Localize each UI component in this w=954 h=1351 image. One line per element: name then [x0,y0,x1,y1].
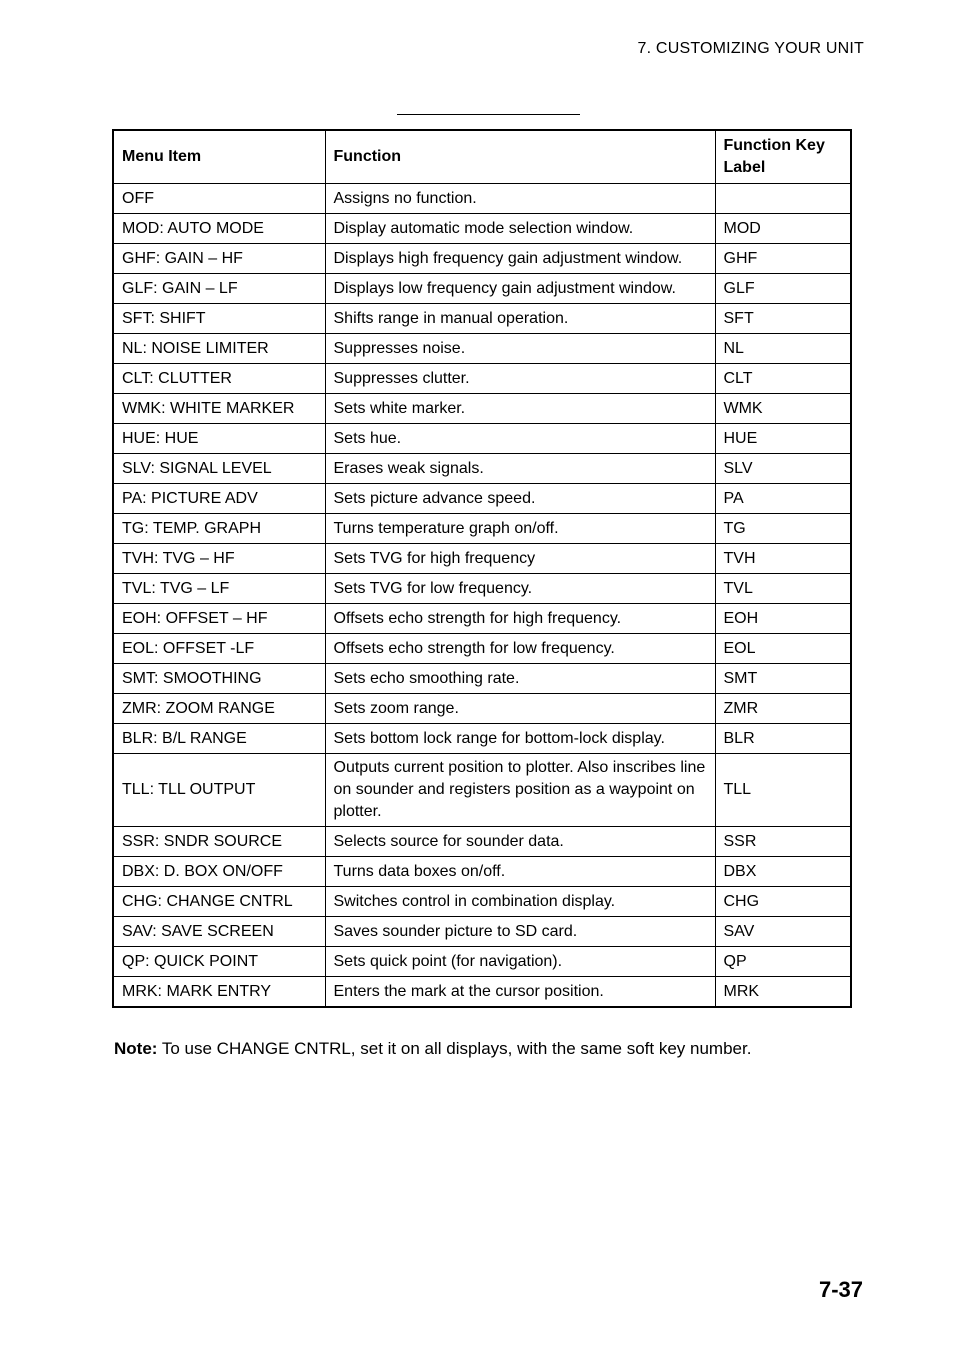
cell-menu-item: SLV: SIGNAL LEVEL [113,454,325,484]
cell-key-label: SFT [715,304,851,334]
cell-menu-item: CHG: CHANGE CNTRL [113,887,325,917]
running-header: 7. CUSTOMIZING YOUR UNIT [637,40,864,57]
cell-menu-item: GHF: GAIN – HF [113,244,325,274]
cell-function: Sets picture advance speed. [325,484,715,514]
cell-key-label: NL [715,334,851,364]
cell-key-label: WMK [715,394,851,424]
cell-menu-item: MRK: MARK ENTRY [113,977,325,1008]
cell-function: Outputs current position to plotter. Also inscribes line on sounder and registers position as a waypoint on plotter. [325,754,715,827]
cell-key-label: DBX [715,857,851,887]
table-row [113,724,851,754]
table-row [113,304,851,334]
note-label: Note: [114,1039,158,1058]
table-row [113,917,851,947]
title-rule [397,114,580,115]
cell-menu-item: TLL: TLL OUTPUT [113,754,325,827]
cell-key-label: ZMR [715,694,851,724]
cell-menu-item: PA: PICTURE ADV [113,484,325,514]
cell-function: Turns temperature graph on/off. [325,514,715,544]
table-row [113,754,851,827]
cell-menu-item: DBX: D. BOX ON/OFF [113,857,325,887]
table-row [113,947,851,977]
table-row [113,634,851,664]
table-row [113,424,851,454]
cell-function: Sets bottom lock range for bottom-lock display. [325,724,715,754]
table-row [113,827,851,857]
cell-menu-item: EOL: OFFSET -LF [113,634,325,664]
page-number: 7-37 [818,1277,863,1302]
cell-function: Sets TVG for high frequency [325,544,715,574]
column-header-key-label: Function Key Label [715,130,851,184]
cell-key-label: SLV [715,454,851,484]
cell-key-label [715,184,851,214]
cell-menu-item: QP: QUICK POINT [113,947,325,977]
cell-key-label: PA [715,484,851,514]
table-row [113,274,851,304]
column-header-function: Function [325,130,715,184]
table-row [113,664,851,694]
table-row [113,334,851,364]
cell-key-label: SMT [715,664,851,694]
cell-menu-item: SSR: SNDR SOURCE [113,827,325,857]
cell-function: Display automatic mode selection window. [325,214,715,244]
cell-menu-item: SFT: SHIFT [113,304,325,334]
table-row [113,857,851,887]
table-row [113,364,851,394]
cell-key-label: TLL [715,754,851,827]
cell-function: Sets zoom range. [325,694,715,724]
table-row [113,514,851,544]
cell-menu-item: OFF [113,184,325,214]
cell-menu-item: ZMR: ZOOM RANGE [113,694,325,724]
table-row [113,887,851,917]
table-body [113,184,851,1008]
cell-key-label: MOD [715,214,851,244]
cell-function: Suppresses clutter. [325,364,715,394]
cell-function: Sets quick point (for navigation). [325,947,715,977]
cell-menu-item: SMT: SMOOTHING [113,664,325,694]
cell-function: Assigns no function. [325,184,715,214]
cell-key-label: TVL [715,574,851,604]
cell-key-label: BLR [715,724,851,754]
cell-key-label: CHG [715,887,851,917]
cell-key-label: GLF [715,274,851,304]
table-row [113,574,851,604]
cell-key-label: QP [715,947,851,977]
cell-menu-item: GLF: GAIN – LF [113,274,325,304]
cell-key-label: GHF [715,244,851,274]
cell-key-label: CLT [715,364,851,394]
cell-key-label: EOH [715,604,851,634]
cell-key-label: HUE [715,424,851,454]
cell-key-label: MRK [715,977,851,1008]
cell-function: Switches control in combination display. [325,887,715,917]
cell-menu-item: TG: TEMP. GRAPH [113,514,325,544]
column-header-menu-item: Menu Item [113,130,325,184]
table-row [113,694,851,724]
cell-function: Displays low frequency gain adjustment window. [325,274,715,304]
cell-function: Offsets echo strength for high frequency. [325,604,715,634]
cell-menu-item: TVL: TVG – LF [113,574,325,604]
cell-key-label: SAV [715,917,851,947]
note-text: To use CHANGE CNTRL, set it on all displays, with the same soft key number. [157,1039,752,1058]
table-row [113,977,851,1008]
table-row [113,244,851,274]
cell-function: Erases weak signals. [325,454,715,484]
table-row [113,544,851,574]
cell-menu-item: HUE: HUE [113,424,325,454]
cell-function: Sets echo smoothing rate. [325,664,715,694]
table-row [113,484,851,514]
cell-function: Offsets echo strength for low frequency. [325,634,715,664]
cell-function: Displays high frequency gain adjustment window. [325,244,715,274]
cell-key-label: TG [715,514,851,544]
table-row [113,604,851,634]
cell-function: Suppresses noise. [325,334,715,364]
cell-menu-item: TVH: TVG – HF [113,544,325,574]
cell-menu-item: EOH: OFFSET – HF [113,604,325,634]
table-row [113,214,851,244]
table-row [113,394,851,424]
cell-menu-item: BLR: B/L RANGE [113,724,325,754]
cell-key-label: TVH [715,544,851,574]
cell-menu-item: NL: NOISE LIMITER [113,334,325,364]
cell-menu-item: MOD: AUTO MODE [113,214,325,244]
cell-function: Sets hue. [325,424,715,454]
cell-function: Shifts range in manual operation. [325,304,715,334]
cell-function: Sets white marker. [325,394,715,424]
cell-function: Turns data boxes on/off. [325,857,715,887]
table-row [113,184,851,214]
table-header-row [113,130,851,184]
cell-key-label: EOL [715,634,851,664]
cell-function: Enters the mark at the cursor position. [325,977,715,1008]
note [114,1039,751,1059]
table-row [113,454,851,484]
cell-menu-item: WMK: WHITE MARKER [113,394,325,424]
cell-menu-item: SAV: SAVE SCREEN [113,917,325,947]
cell-function: Sets TVG for low frequency. [325,574,715,604]
cell-function: Saves sounder picture to SD card. [325,917,715,947]
cell-function: Selects source for sounder data. [325,827,715,857]
cell-menu-item: CLT: CLUTTER [113,364,325,394]
cell-key-label: SSR [715,827,851,857]
function-key-table [112,129,852,1008]
